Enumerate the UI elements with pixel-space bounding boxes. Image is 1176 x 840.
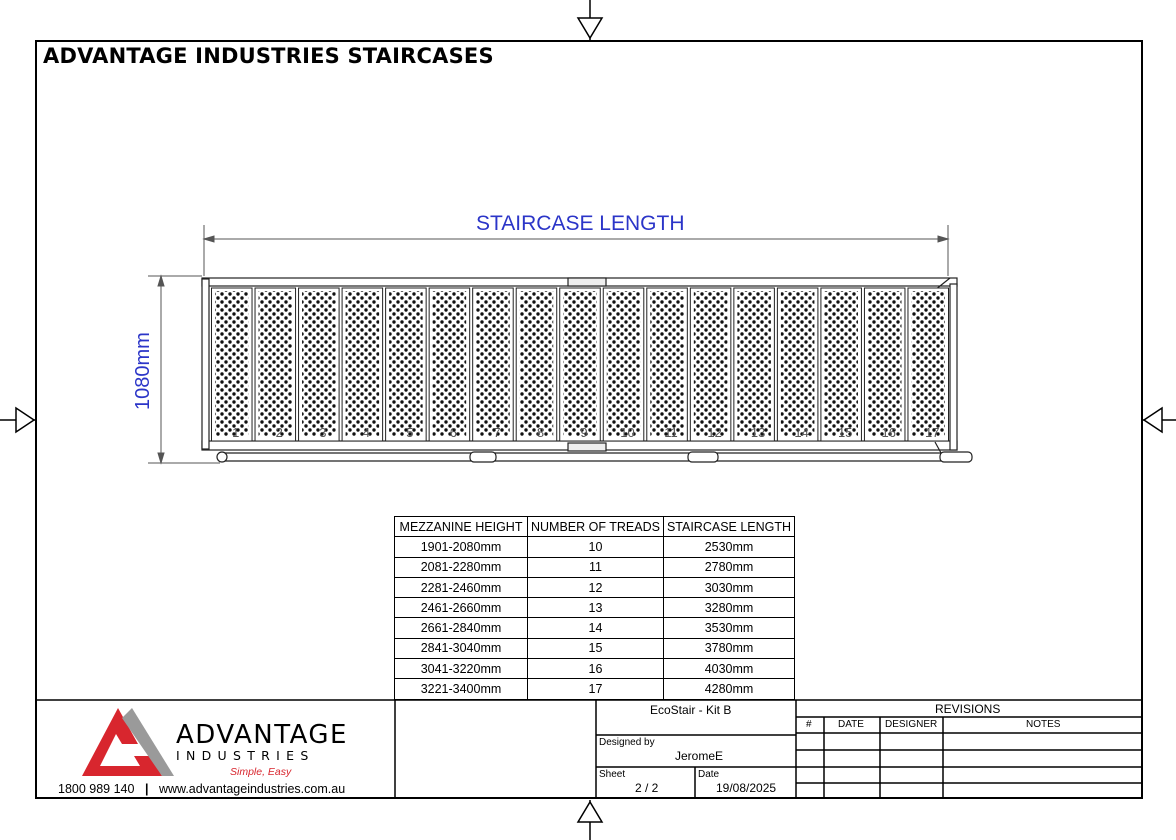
tread-number: 17: [925, 425, 940, 440]
tread-number: 16: [881, 425, 896, 440]
tread-number: 12: [707, 425, 722, 440]
table-cell: 3030mm: [663, 577, 794, 597]
table-cell: 14: [528, 618, 664, 638]
staircase-length-label: STAIRCASE LENGTH: [476, 212, 685, 235]
contact-line: [58, 782, 345, 796]
tread-number: 4: [362, 425, 370, 440]
revision-col-number: #: [806, 719, 812, 730]
contact-separator: |: [144, 782, 149, 796]
table-cell: 2530mm: [663, 537, 794, 557]
revision-col-date: DATE: [838, 719, 864, 730]
col-number-of-treads: NUMBER OF TREADS: [528, 517, 664, 537]
revisions-title: REVISIONS: [935, 702, 1001, 716]
tread-number: 7: [493, 425, 501, 440]
designer-name: JeromeE: [675, 749, 724, 763]
table-cell: 2081-2280mm: [395, 557, 528, 577]
tread-number: 1: [232, 425, 240, 440]
table-cell: 3530mm: [663, 618, 794, 638]
phone-number: 1800 989 140: [58, 782, 135, 796]
table-cell: 2461-2660mm: [395, 598, 528, 618]
table-cell: 11: [528, 557, 664, 577]
tread-number: 9: [580, 425, 588, 440]
tread-number: 8: [536, 425, 545, 440]
tread-number: 14: [794, 425, 809, 440]
table-cell: 12: [528, 577, 664, 597]
revision-col-notes: NOTES: [1026, 719, 1061, 730]
drawing-date: 19/08/2025: [716, 781, 777, 795]
tread-number: 5: [406, 425, 414, 440]
revision-col-designer: DESIGNER: [885, 719, 938, 730]
logo-subtitle: INDUSTRIES: [176, 748, 315, 763]
sheet-label: Sheet: [599, 769, 626, 780]
tread-number: 13: [750, 425, 766, 440]
table-cell: 1901-2080mm: [395, 537, 528, 557]
table-cell: 3221-3400mm: [395, 679, 528, 699]
logo-tagline: Simple, Easy: [230, 766, 292, 778]
tread-number: 11: [664, 425, 678, 440]
tread-number: 6: [449, 425, 458, 440]
table-cell: 3041-3220mm: [395, 659, 528, 679]
table-cell: 13: [528, 598, 664, 618]
col-staircase-length: STAIRCASE LENGTH: [663, 517, 794, 537]
tread-number: 3: [319, 425, 327, 440]
page-title: ADVANTAGE INDUSTRIES STAIRCASES: [43, 44, 494, 68]
table-cell: 4280mm: [663, 679, 794, 699]
table-cell: 2780mm: [663, 557, 794, 577]
height-dimension-label: 1080mm: [132, 332, 154, 410]
logo-wordmark: ADVANTAGE: [176, 720, 348, 750]
col-mezzanine-height: MEZZANINE HEIGHT: [395, 517, 528, 537]
date-label: Date: [698, 769, 720, 780]
table-cell: 2281-2460mm: [395, 577, 528, 597]
tread-number: 2: [275, 425, 283, 440]
website-link[interactable]: www.advantageindustries.com.au: [158, 782, 346, 796]
project-name: EcoStair - Kit B: [650, 703, 732, 717]
advantage-logo-icon: [78, 704, 178, 778]
table-cell: 3780mm: [663, 638, 794, 658]
table-cell: 16: [528, 659, 664, 679]
table-cell: 10: [528, 537, 664, 557]
tread-number: 15: [837, 425, 853, 440]
table-cell: 4030mm: [663, 659, 794, 679]
table-cell: 2661-2840mm: [395, 618, 528, 638]
table-cell: 3280mm: [663, 598, 794, 618]
tread-number: 10: [620, 425, 635, 440]
table-cell: 15: [528, 638, 664, 658]
designed-by-label: Designed by: [599, 737, 655, 748]
table-cell: 2841-3040mm: [395, 638, 528, 658]
table-cell: 17: [528, 679, 664, 699]
sheet-number: 2 / 2: [635, 781, 659, 795]
